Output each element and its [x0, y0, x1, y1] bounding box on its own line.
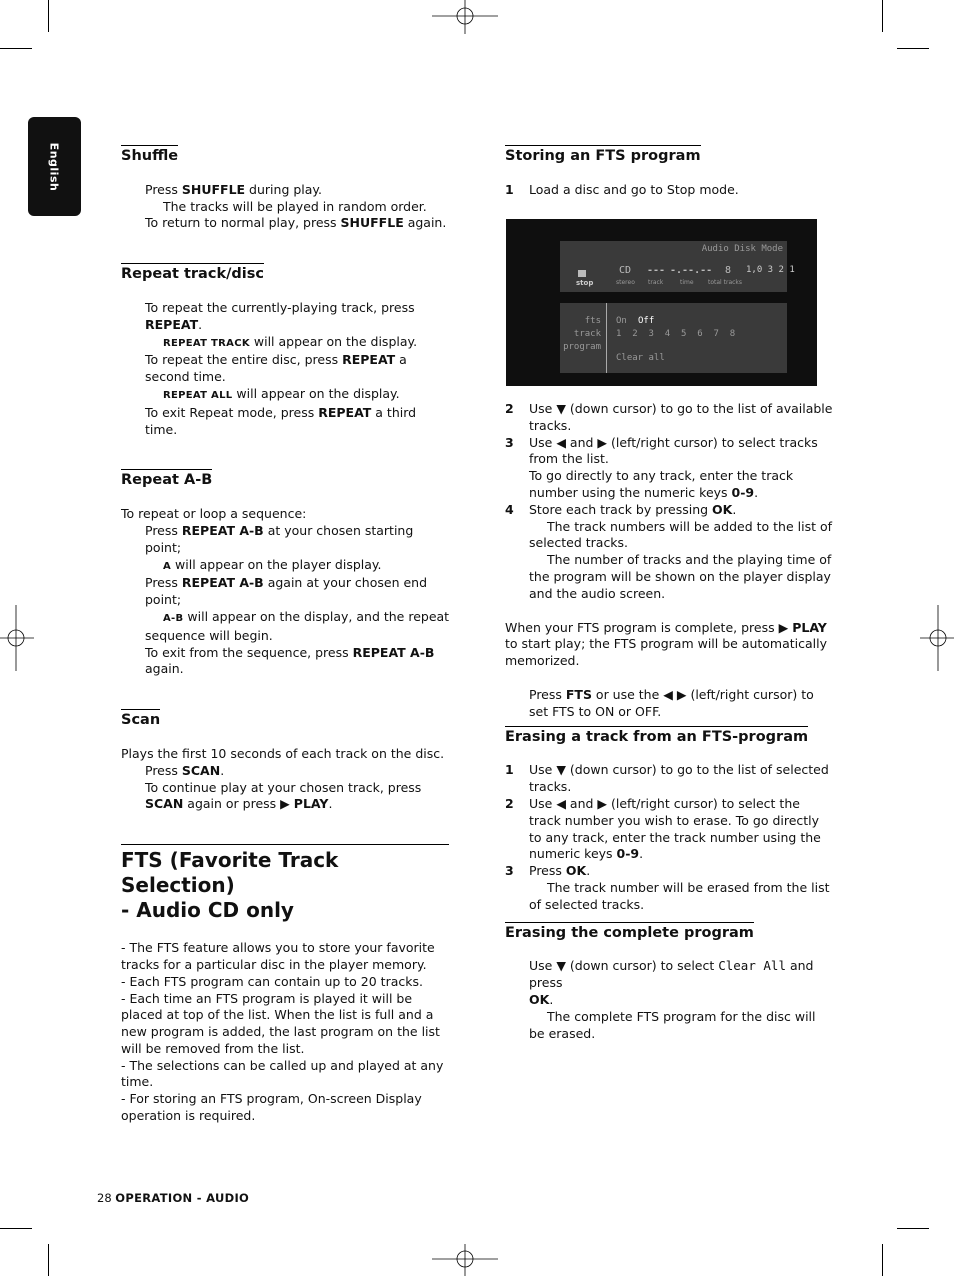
- crop-mark: [882, 0, 883, 32]
- stereo-label: stereo: [616, 279, 635, 286]
- crop-mark: [882, 1244, 883, 1276]
- section-title-erase-track: Erasing a track from an FTS-program: [505, 726, 808, 746]
- left-arrow-icon: ◀: [556, 434, 566, 450]
- fts-heading: FTS (Favorite Track Selection) - Audio CD only: [121, 844, 449, 923]
- footer-section: OPERATION - AUDIO: [115, 1191, 250, 1205]
- right-arrow-icon: ▶: [597, 434, 608, 450]
- time-value: -.--.--: [670, 265, 713, 276]
- audio-screen-display: [506, 219, 817, 386]
- track-label: track: [648, 279, 664, 286]
- paragraph: REPEAT ALL will appear on the display.: [163, 385, 400, 401]
- play-arrow-icon: ▶: [280, 796, 290, 812]
- section-title-storing: Storing an FTS program: [505, 145, 701, 165]
- time-label: time: [680, 279, 694, 286]
- left-column: [121, 145, 451, 1125]
- cd-label: CD: [619, 265, 632, 276]
- registration-mark-icon: [0, 605, 34, 671]
- crop-mark: [0, 1228, 32, 1229]
- crop-mark: [897, 1228, 929, 1229]
- track-list[interactable]: 1 2 3 4 5 6 7 8: [616, 329, 736, 339]
- fts-off-option[interactable]: Off: [638, 316, 655, 326]
- counter-value: 1,0 3 2 1: [746, 265, 795, 275]
- page-footer: [97, 1191, 249, 1205]
- screen-fts-panel: [560, 303, 787, 373]
- down-arrow-icon: ▼: [556, 958, 566, 974]
- paragraph: To repeat the currently-playing track, press REPEAT.: [145, 299, 415, 332]
- step: 1 Load a disc and go to Stop mode.: [505, 181, 739, 197]
- paragraph: To exit from the sequence, press REPEAT A-B again.: [145, 644, 435, 677]
- registration-mark-icon: [920, 605, 954, 671]
- fts-on-option[interactable]: On: [616, 316, 627, 326]
- program-row-label: program: [563, 342, 601, 352]
- play-arrow-icon: ▶: [778, 619, 789, 635]
- down-arrow-icon: ▼: [556, 401, 566, 416]
- section-title-shuffle: Shuffle: [121, 145, 178, 165]
- total-tracks-value: 8: [725, 265, 732, 276]
- clear-all-option[interactable]: Clear all: [616, 353, 665, 363]
- step: 1 Use ▼ (down cursor) to go to the list of selected tracks.: [505, 762, 829, 795]
- step: 2 Use ▼ (down cursor) to go to the list of available tracks.: [505, 401, 833, 433]
- paragraph: When your FTS program is complete, press ▶ PLAY to start play; the FTS program will be automatically memorized.: [505, 619, 828, 669]
- paragraph: A-B will appear on the display, and the repeat sequence will begin.: [145, 608, 450, 643]
- paragraph: REPEAT TRACK will appear on the display.: [163, 333, 418, 349]
- paragraph: - The selections can be called up and played at any time.: [121, 1057, 444, 1090]
- paragraph: To return to normal play, press SHUFFLE again.: [145, 215, 447, 231]
- paragraph: - Each FTS program can contain up to 20 tracks.: [121, 973, 423, 989]
- right-column-lower: [505, 401, 835, 1042]
- paragraph: Use ▼ (down cursor) to select Clear All and press OK.: [529, 958, 814, 1007]
- section-title-repeat: Repeat track/disc: [121, 263, 264, 283]
- crop-mark: [0, 48, 32, 49]
- paragraph: Press FTS or use the ◀ ▶ (left/right cursor) to set FTS to ON or OFF.: [529, 686, 814, 719]
- paragraph: Press SHUFFLE during play.: [145, 181, 323, 197]
- paragraph: - Each time an FTS program is played it will be placed at top of the list. When the list is full and a new program is added, the last program on the list will be removed from the list.: [121, 990, 440, 1056]
- paragraph: Press REPEAT A-B at your chosen starting point;: [145, 522, 414, 555]
- track-value: ---: [647, 265, 666, 276]
- paragraph: To repeat the entire disc, press REPEAT a second time.: [145, 352, 407, 385]
- section-title-scan: Scan: [121, 709, 160, 729]
- stop-icon: [578, 270, 586, 277]
- track-row-label: track: [573, 329, 601, 339]
- total-tracks-label: total tracks: [708, 279, 743, 286]
- paragraph: The complete FTS program for the disc will be erased.: [529, 1008, 816, 1041]
- screen-mode-label: Audio Disk Mode: [701, 244, 783, 254]
- crop-mark: [897, 48, 929, 49]
- paragraph: Press SCAN.: [145, 762, 225, 778]
- paragraph: The tracks will be played in random order.: [163, 198, 427, 214]
- fts-divider: [606, 303, 607, 373]
- screen-status-panel: [560, 241, 795, 292]
- paragraph: - The FTS feature allows you to store your favorite tracks for a particular disc in the player memory.: [121, 940, 435, 972]
- step: 4 Store each track by pressing OK. The track numbers will be added to the list of selected tracks. The number of tracks and the playing time of the program will be shown on the player display and the audio screen.: [505, 501, 833, 601]
- paragraph: To repeat or loop a sequence:: [121, 506, 307, 522]
- stop-label: stop: [576, 279, 594, 287]
- registration-mark-icon: [432, 1244, 498, 1276]
- paragraph: A will appear on the player display.: [163, 556, 382, 572]
- paragraph: Plays the first 10 seconds of each track on the disc.: [121, 745, 445, 761]
- left-right-arrow-icon: ◀ ▶: [663, 686, 687, 702]
- right-column: [505, 145, 835, 199]
- section-title-erase-all: Erasing the complete program: [505, 922, 754, 942]
- language-tab: [28, 117, 81, 216]
- registration-mark-icon: [432, 0, 498, 34]
- step: 3 Use ◀ and ▶ (left/right cursor) to select tracks from the list. To go directly to any track, enter the track number using the numeric keys 0-9.: [505, 434, 818, 500]
- left-arrow-icon: ◀: [556, 795, 566, 811]
- paragraph: To exit Repeat mode, press REPEAT a third time.: [145, 404, 417, 437]
- fts-label: fts: [584, 316, 601, 326]
- crop-mark: [48, 0, 49, 32]
- crop-mark: [48, 1244, 49, 1276]
- paragraph: To continue play at your chosen track, press SCAN again or press ▶ PLAY.: [145, 779, 422, 812]
- page-number: 28: [97, 1191, 112, 1205]
- paragraph: Press REPEAT A-B again at your chosen end point;: [145, 575, 428, 608]
- language-label: English: [47, 142, 61, 191]
- paragraph: - For storing an FTS program, On-screen Display operation is required.: [121, 1091, 422, 1124]
- step: 2 Use ◀ and ▶ (left/right cursor) to select the track number you wish to erase. To go directly to any track, enter the track number using the numeric keys 0-9.: [505, 795, 821, 862]
- down-arrow-icon: ▼: [556, 762, 566, 778]
- section-title-repeat-ab: Repeat A-B: [121, 469, 212, 489]
- step: 3 Press OK. The track number will be erased from the list of selected tracks.: [505, 863, 830, 912]
- right-arrow-icon: ▶: [597, 795, 608, 811]
